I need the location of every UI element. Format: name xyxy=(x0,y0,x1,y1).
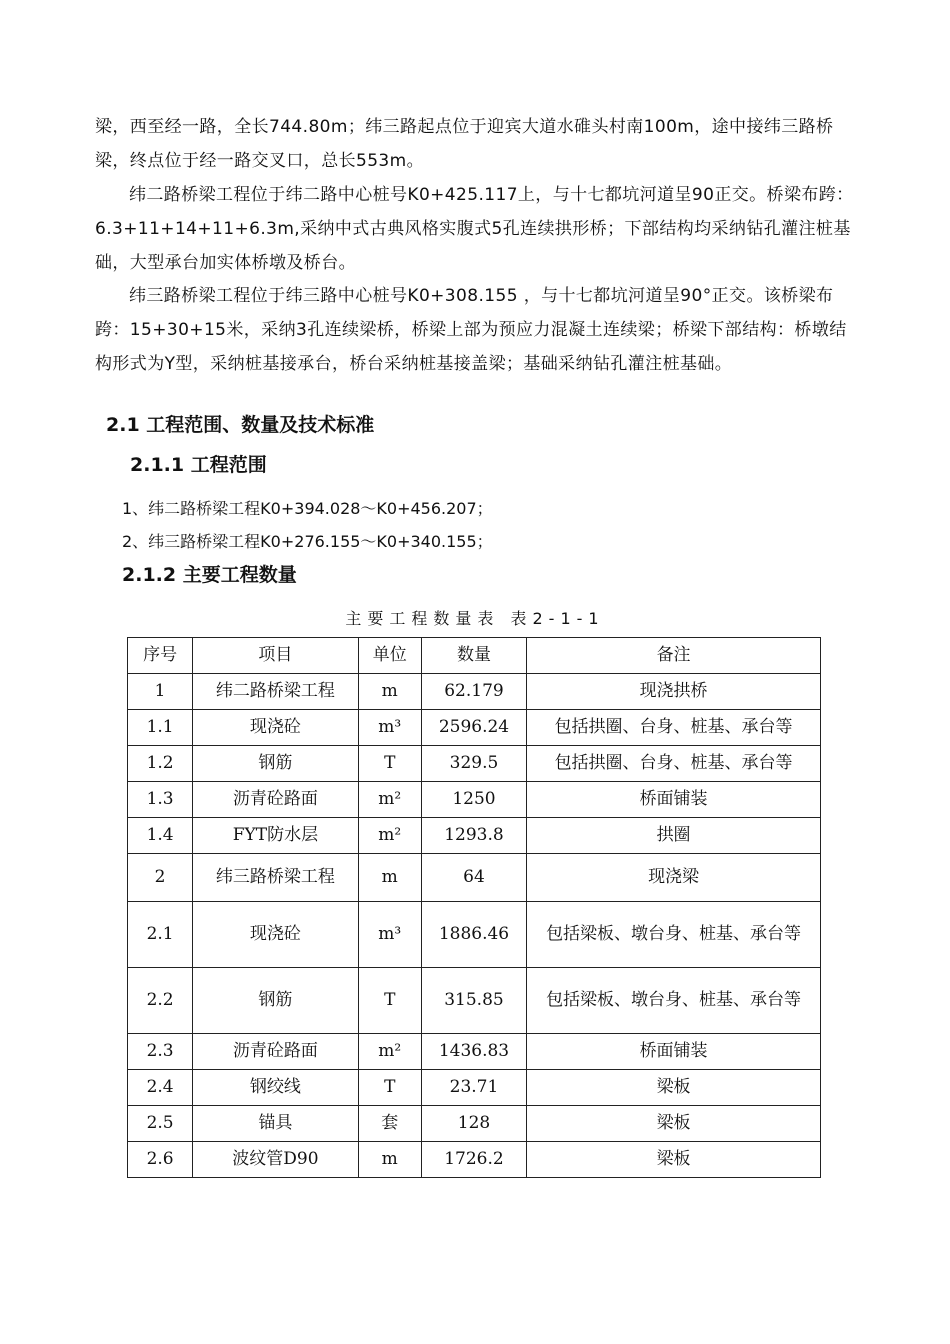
cell-unit: m² xyxy=(358,1034,421,1070)
cell-unit: m xyxy=(358,854,421,902)
cell-unit: m³ xyxy=(358,710,421,746)
cell-item: 沥青砼路面 xyxy=(193,782,358,818)
cell-note: 包括拱圈、台身、桩基、承台等 xyxy=(527,746,821,782)
section-heading-2-1-2: 2.1.2 主要工程数量 xyxy=(122,564,297,586)
cell-item: 锚具 xyxy=(193,1106,358,1142)
cell-qty: 1726.2 xyxy=(421,1142,526,1178)
cell-unit: T xyxy=(358,1070,421,1106)
cell-item: 钢绞线 xyxy=(193,1070,358,1106)
cell-no: 1.2 xyxy=(128,746,193,782)
table-header-row xyxy=(128,638,821,674)
cell-qty: 62.179 xyxy=(421,674,526,710)
paragraph-weier-bridge: 纬二路桥梁工程位于纬二路中心桩号K0+425.117上，与十七都坑河道呈90正交。桥梁布跨：6.3+11+14+11+6.3m,采纳中式古典风格实腹式5孔连续拱形桥；下部结构均采纳钻孔灌注桩基础，大型承台加实体桥墩及桥台。 xyxy=(95,185,854,273)
paragraph-weisan-bridge: 纬三路桥梁工程位于纬三路中心桩号K0+308.155 ，与十七都坑河道呈90°正交。该桥梁布跨：15+30+15米，采纳3孔连续梁桥，桥梁上部为预应力混凝土连续梁；桥梁下部结构：桥墩结构形式为Y型，采纳桩基接承台，桥台采纳桩基接盖梁；基础采纳钻孔灌注桩基础。 xyxy=(95,286,847,374)
cell-no: 2.1 xyxy=(128,902,193,968)
cell-item: FYT防水层 xyxy=(193,818,358,854)
cell-qty: 1293.8 xyxy=(421,818,526,854)
header-cell: 单位 xyxy=(358,638,421,674)
cell-note: 包括拱圈、台身、桩基、承台等 xyxy=(527,710,821,746)
cell-unit: m² xyxy=(358,818,421,854)
cell-qty: 64 xyxy=(421,854,526,902)
cell-no: 2.6 xyxy=(128,1142,193,1178)
quantity-table xyxy=(127,637,821,1178)
cell-unit: 套 xyxy=(358,1106,421,1142)
scope-item: 2、纬三路桥梁工程K0+276.155～K0+340.155； xyxy=(122,532,493,551)
cell-note: 梁板 xyxy=(527,1070,821,1106)
cell-note: 梁板 xyxy=(527,1106,821,1142)
table-row xyxy=(128,1106,821,1142)
cell-qty: 1436.83 xyxy=(421,1034,526,1070)
cell-unit: m xyxy=(358,1142,421,1178)
table-row xyxy=(128,854,821,902)
cell-item: 钢筋 xyxy=(193,746,358,782)
cell-qty: 23.71 xyxy=(421,1070,526,1106)
section-heading-2-1: 2.1 工程范围、数量及技术标准 xyxy=(106,414,375,436)
table-row xyxy=(128,746,821,782)
cell-no: 2.3 xyxy=(128,1034,193,1070)
table-row xyxy=(128,674,821,710)
table-row xyxy=(128,782,821,818)
cell-item: 纬三路桥梁工程 xyxy=(193,854,358,902)
cell-qty: 128 xyxy=(421,1106,526,1142)
table-caption: 主要工程数量表 表2-1-1 xyxy=(345,609,605,628)
cell-qty: 1886.46 xyxy=(421,902,526,968)
header-cell: 项目 xyxy=(193,638,358,674)
paragraph-road-lengths: 梁，西至经一路，全长744.80m；纬三路起点位于迎宾大道水碓头村南100m，途中接纬三路桥梁，终点位于经一路交叉口，总长553m。 xyxy=(95,117,834,171)
cell-qty: 329.5 xyxy=(421,746,526,782)
cell-unit: m² xyxy=(358,782,421,818)
cell-no: 1 xyxy=(128,674,193,710)
cell-note: 现浇梁 xyxy=(527,854,821,902)
cell-note: 包括梁板、墩台身、桩基、承台等 xyxy=(527,902,821,968)
cell-note: 桥面铺装 xyxy=(527,782,821,818)
cell-no: 2 xyxy=(128,854,193,902)
cell-no: 2.4 xyxy=(128,1070,193,1106)
table-row xyxy=(128,1034,821,1070)
cell-unit: m³ xyxy=(358,902,421,968)
scope-item: 1、纬二路桥梁工程K0+394.028～K0+456.207； xyxy=(122,499,493,518)
cell-unit: T xyxy=(358,968,421,1034)
table-row xyxy=(128,818,821,854)
cell-item: 钢筋 xyxy=(193,968,358,1034)
table-row xyxy=(128,1070,821,1106)
header-cell: 数量 xyxy=(421,638,526,674)
cell-unit: m xyxy=(358,674,421,710)
header-cell: 备注 xyxy=(527,638,821,674)
cell-note: 桥面铺装 xyxy=(527,1034,821,1070)
cell-qty: 2596.24 xyxy=(421,710,526,746)
table-row xyxy=(128,710,821,746)
table-row xyxy=(128,902,821,968)
cell-no: 1.1 xyxy=(128,710,193,746)
cell-no: 2.2 xyxy=(128,968,193,1034)
cell-no: 2.5 xyxy=(128,1106,193,1142)
table-row xyxy=(128,1142,821,1178)
cell-note: 现浇拱桥 xyxy=(527,674,821,710)
cell-no: 1.4 xyxy=(128,818,193,854)
cell-no: 1.3 xyxy=(128,782,193,818)
cell-qty: 315.85 xyxy=(421,968,526,1034)
cell-item: 现浇砼 xyxy=(193,710,358,746)
cell-note: 包括梁板、墩台身、桩基、承台等 xyxy=(527,968,821,1034)
section-heading-2-1-1: 2.1.1 工程范围 xyxy=(130,454,267,476)
cell-qty: 1250 xyxy=(421,782,526,818)
cell-note: 梁板 xyxy=(527,1142,821,1178)
header-cell: 序号 xyxy=(128,638,193,674)
cell-item: 纬二路桥梁工程 xyxy=(193,674,358,710)
cell-item: 波纹管D90 xyxy=(193,1142,358,1178)
cell-item: 沥青砼路面 xyxy=(193,1034,358,1070)
cell-item: 现浇砼 xyxy=(193,902,358,968)
table-row xyxy=(128,968,821,1034)
cell-unit: T xyxy=(358,746,421,782)
cell-note: 拱圈 xyxy=(527,818,821,854)
